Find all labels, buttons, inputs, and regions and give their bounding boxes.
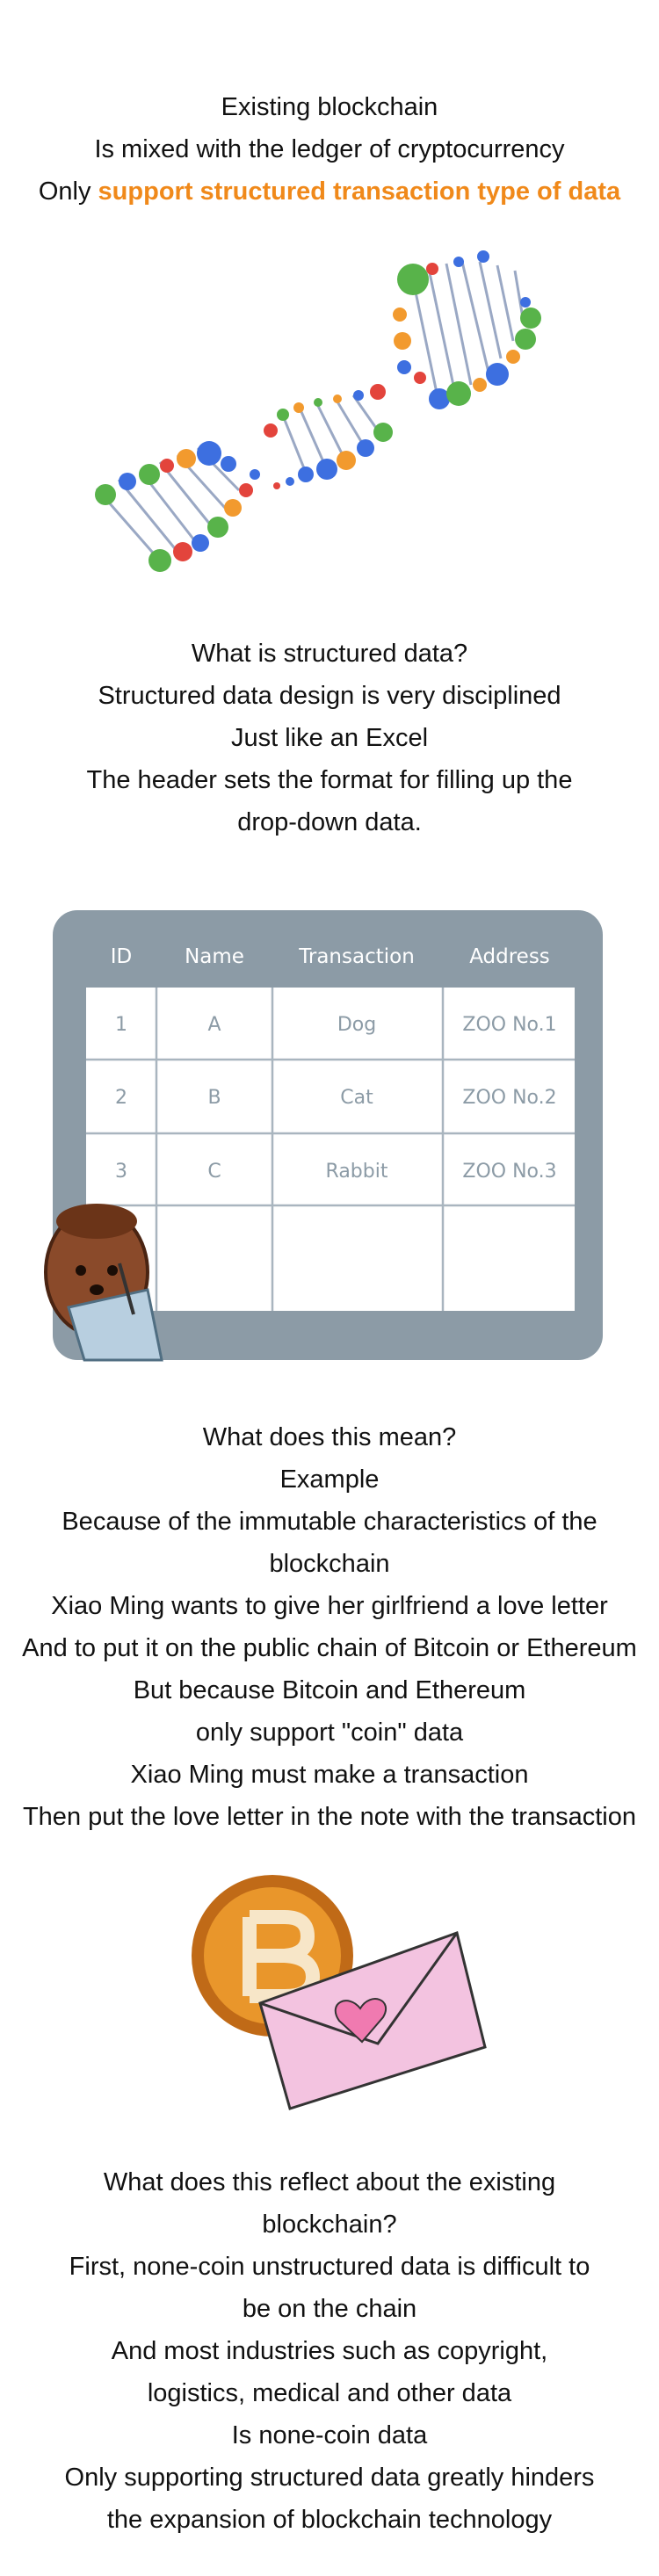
structured-line-1: What is structured data? [191,640,468,668]
cell-r3-transaction: Rabbit [325,1161,388,1183]
reflection-line-8: Only supporting structured data greatly hinders [64,2464,595,2492]
example-line-2: Example [279,1465,380,1494]
example-text [0,1416,659,1838]
reflection-line-5: And most industries such as copyright, [111,2337,548,2365]
cell-r1-address: ZOO No.1 [462,1014,557,1036]
example-line-8: only support "coin" data [195,1719,464,1747]
table-body [86,988,575,1311]
cell-r3-id: 3 [115,1161,127,1183]
intro-line-1: Existing blockchain [221,93,438,121]
example-line-9: Xiao Ming must make a transaction [130,1761,529,1789]
reflection-text [0,2161,659,2541]
spreadsheet-illustration [42,903,613,1378]
cell-r3-name: C [207,1161,221,1183]
header-transaction: Transaction [299,945,415,968]
reflection-line-7: Is none-coin data [231,2421,428,2449]
cell-r1-transaction: Dog [337,1014,377,1036]
coin-and-letter-illustration [176,1871,492,2117]
reflection-line-6: logistics, medical and other data [147,2379,512,2407]
dna-helix-icon [79,244,554,587]
structured-data-text [0,633,659,843]
example-line-4: blockchain [269,1550,390,1578]
structured-line-4: The header sets the format for filling up the [86,766,573,794]
cell-r2-address: ZOO No.2 [462,1087,557,1109]
reflection-line-2: blockchain? [262,2211,397,2239]
structured-line-2: Structured data design is very disciplined [98,682,561,710]
structured-line-5: drop-down data. [237,808,422,836]
cell-r2-name: B [207,1087,221,1109]
example-line-5: Xiao Ming wants to give her girlfriend a love letter [51,1592,608,1620]
cell-r2-id: 2 [115,1087,127,1109]
example-line-6: And to put it on the public chain of Bitcoin or Ethereum [22,1634,637,1662]
cell-r2-transaction: Cat [340,1087,373,1109]
structured-line-3: Just like an Excel [230,724,429,752]
reflection-line-3: First, none-coin unstructured data is difficult to [69,2253,590,2281]
intro-line-2: Is mixed with the ledger of cryptocurrency [94,135,565,163]
example-line-7: But because Bitcoin and Ethereum [133,1676,526,1704]
cell-r1-name: A [207,1014,221,1036]
header-address: Address [469,945,550,968]
example-line-3: Because of the immutable characteristics of the [62,1508,597,1536]
example-line-1: What does this mean? [202,1423,457,1451]
reflection-line-1: What does this reflect about the existing [103,2168,556,2196]
example-line-10: Then put the love letter in the note with the transaction [22,1803,637,1831]
intro-line-3-prefix: Only [38,177,98,206]
header-id: ID [110,945,133,968]
reflection-line-9: the expansion of blockchain technology [106,2506,553,2534]
reflection-line-4: be on the chain [242,2295,417,2323]
intro-text [0,86,659,213]
intro-line-3 [0,170,659,213]
intro-highlight: support structured transaction type of data [98,177,621,206]
header-name: Name [185,945,244,968]
cell-r1-id: 1 [115,1014,127,1036]
cell-r3-address: ZOO No.3 [462,1161,557,1183]
